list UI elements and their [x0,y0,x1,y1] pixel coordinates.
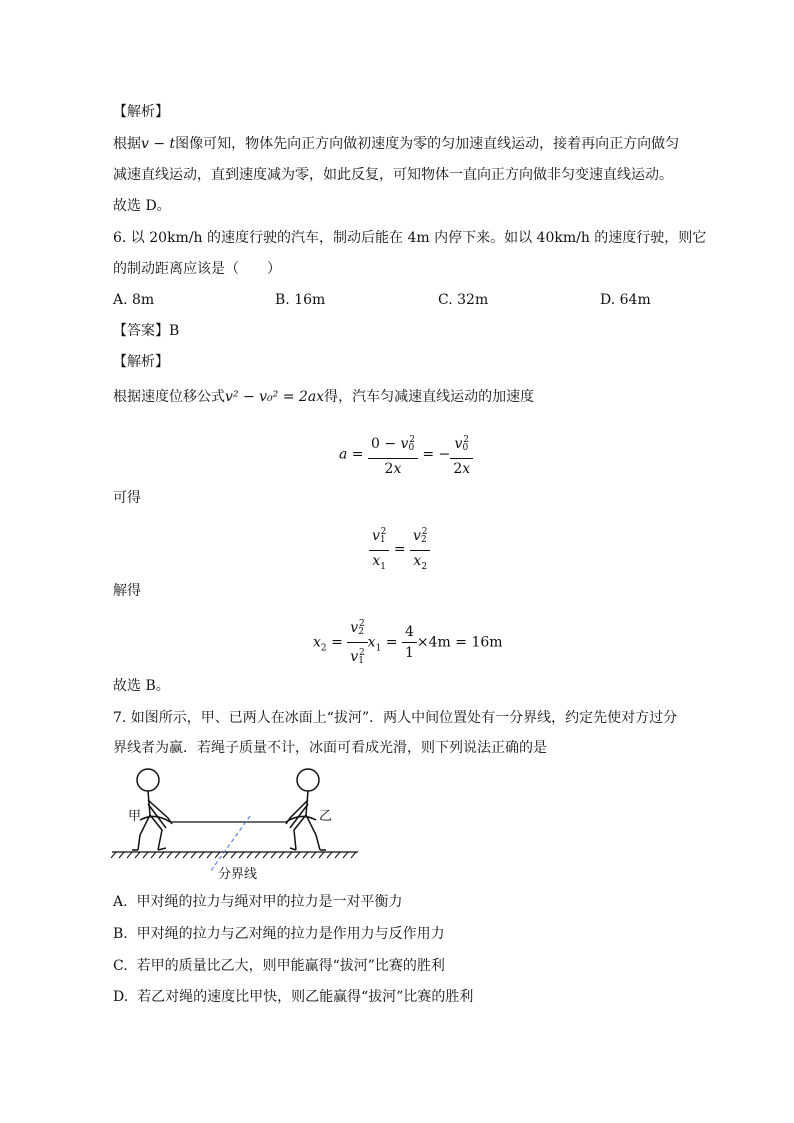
analysis-line-1-pre: 根据 [113,136,141,152]
analysis-line-2: 减速直线运动，直到速度减为零，如此反复，可知物体一直向正方向做非匀变速直线运动。 [113,167,673,183]
q6-option-b: B. 16m [275,292,326,308]
q6-stem-line-1: 6. 以 20km/h 的速度行驶的汽车，制动后能在 4m 内停下来。如以 40km/h 的速度行驶，则它 [113,230,707,246]
q7-stem-line-2: 界线者为赢．若绳子质量不计，冰面可看成光滑，则下列说法正确的是 [113,740,547,756]
q6-option-c: C. 32m [438,292,489,308]
q6-jiede: 解得 [113,583,141,599]
tug-of-war-figure [110,760,370,885]
analysis-line-1 [113,134,679,154]
boundary-line [210,816,250,872]
analysis-line-1-post: 图像可知，物体先向正方向做初速度为零的匀加速直线运动，接着再向正方向做匀 [175,136,680,152]
vt-graph-term: v − t [141,136,176,152]
result-value: 16m [471,634,503,651]
q7-option-d: D. 若乙对绳的速度比甲快，则乙能赢得“拔河”比赛的胜利 [113,989,474,1005]
acceleration-equation: a = $\frac{0 - v_0^2}{2x}$ = − $\frac{v_0^2}{2x}$ [339,430,473,479]
q6-option-d: D. 64m [600,292,651,308]
label-jia: 甲 [128,809,142,824]
ground-hatching [111,852,356,858]
analysis-label: 【解析】 [113,104,169,120]
result-equation: $x_2$ = $\frac{v_2^2}{v_1^2}$ $x_1$ = $\frac{4}{1}$ ×4m = 16m [313,614,503,671]
q6-analysis-label: 【解析】 [113,354,169,370]
q7-option-b: B. 甲对绳的拉力与乙对绳的拉力是作用力与反作用力 [113,926,445,942]
velocity-displacement-formula: v² − v₀² = 2ax [225,389,325,405]
q6-option-a: A. 8m [113,292,155,308]
q6-kede: 可得 [113,490,141,506]
q6-conclusion: 故选 B。 [113,678,170,694]
q6-formula-intro: 根据速度位移公式v² − v₀² = 2ax得，汽车匀减速直线运动的加速度 [113,389,535,405]
label-yi: 乙 [319,809,333,824]
label-boundary: 分界线 [218,867,258,882]
q7-stem-line-1: 7. 如图所示，甲、已两人在冰面上“拔河”．两人中间位置处有一分界线，约定先使对方过分 [113,710,678,726]
tug-of-war-diagram [110,760,370,885]
q7-option-c: C. 若甲的质量比乙大，则甲能赢得“拔河”比赛的胜利 [113,958,445,974]
ratio-equation: $\frac{v_1^2}{x_1}$ = $\frac{v_2^2}{x_2}$ [369,522,430,577]
q6-stem-line-2: 的制动距离应该是（ ） [113,261,281,277]
analysis-conclusion: 故选 D。 [113,198,171,214]
q7-option-a: A. 甲对绳的拉力与绳对甲的拉力是一对平衡力 [113,894,403,910]
q6-answer: 【答案】B [113,323,180,339]
